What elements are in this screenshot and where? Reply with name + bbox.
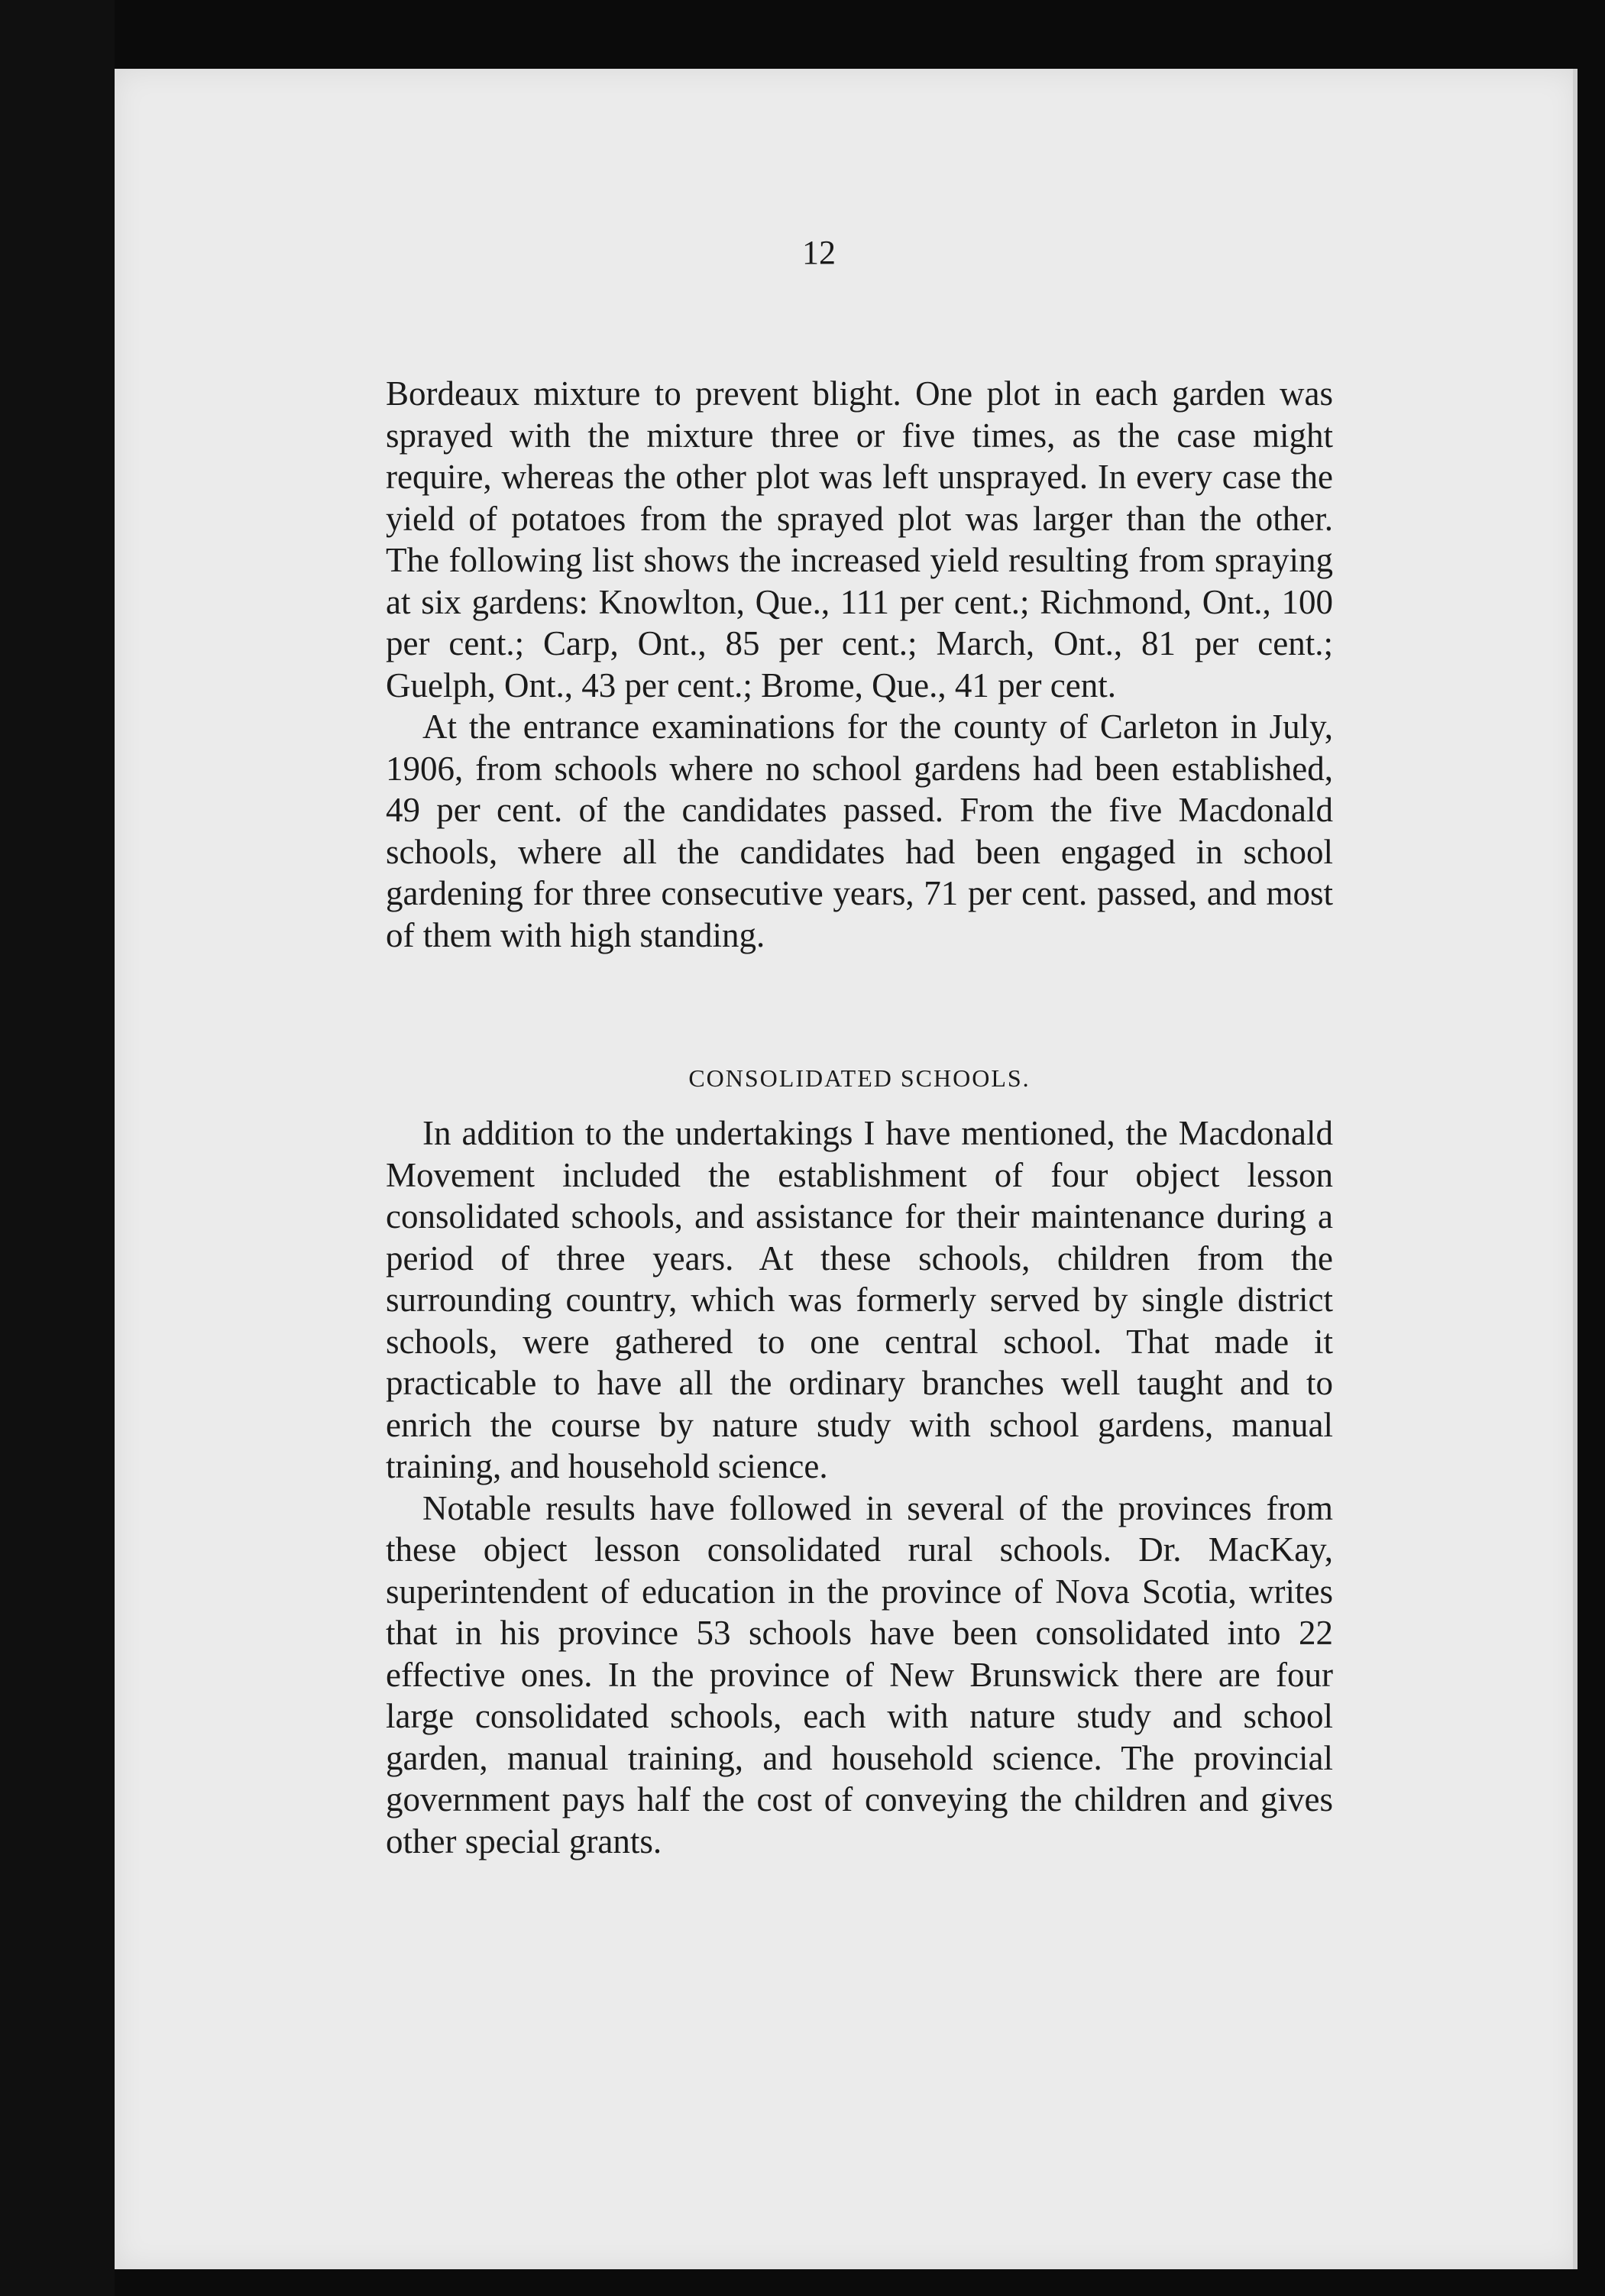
body-text-top — [386, 373, 1333, 956]
paragraph-bordeaux: Bordeaux mixture to prevent blight. One plot in each garden was sprayed with the mixture three or five times, as the case might require, whereas the other plot was left unsprayed. In every case the yield of potatoes from the sprayed plot was larger than the other. The following list shows the increased yield resulting from spraying at six gardens: Knowlton, Que., 111 per cent.; Richmond, Ont., 100 per cent.; Carp, Ont., 85 per cent.; March, Ont., 81 per cent.; Guelph, Ont., 43 per cent.; Brome, Que., 41 per cent. — [386, 374, 1333, 704]
page-edge-shadow — [1573, 69, 1577, 2269]
section-heading: CONSOLIDATED SCHOOLS. — [688, 1064, 1031, 1092]
page-number: 12 — [802, 234, 836, 271]
body-text-bottom — [386, 1112, 1333, 1862]
paragraph-entrance-examinations: At the entrance examinations for the county of Carleton in July, 1906, from schools where no school gardens had been established, 49 per cent. of the candidates passed. From the five Macdonald schools, where all the candidates had been engaged in school gardening for three consecutive years, 71 per cent. passed, and most of them with high standing. — [386, 708, 1333, 954]
scan-border — [0, 0, 115, 2296]
paragraph-notable-results: Notable results have followed in several of the provinces from these object lesson consolidated rural schools. Dr. MacKay, superintendent of education in the province of Nova Scotia, writes that in his province 53 schools have been consolidated into 22 effective ones. In the province of New Brunswick there are four large consolidated schools, each with nature study and school garden, manual training, and household science. The provincial government pays half the cost of conveying the children and gives other special grants. — [386, 1488, 1333, 1860]
paragraph-macdonald-movement: In addition to the undertakings I have mentioned, the Macdonald Movement included the establishment of four object lesson consolidated schools, and assistance for their maintenance during a period of three years. At these schools, children from the surrounding country, which was formerly served by single district schools, were gathered to one central school. That made it practicable to have all the ordinary branches well taught and to enrich the course by nature study with school gardens, manual training, and household science. — [386, 1114, 1333, 1485]
